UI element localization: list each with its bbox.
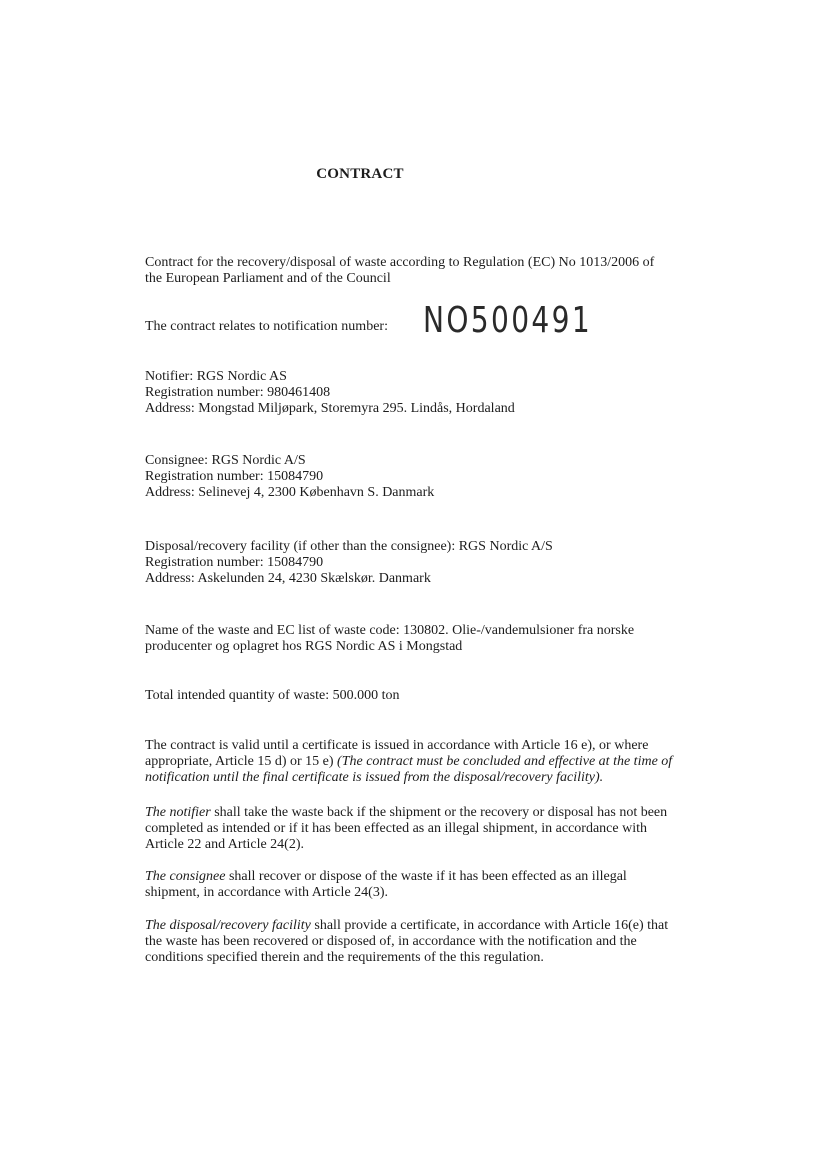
notifier-clause-line: completed as intended or if it has been effected as an illegal shipment, in accordance with: [145, 821, 647, 836]
consignee-name: Consignee: RGS Nordic A/S: [145, 453, 306, 468]
waste-description: producenter og oplagret hos RGS Nordic AS i Mongstad: [145, 639, 463, 654]
validity-italic-note: (The contract must be concluded and effective at the time of: [337, 754, 673, 769]
notification-label: The contract relates to notification number:: [145, 319, 388, 334]
facility-clause-lead: The disposal/recovery facility: [145, 918, 311, 933]
intro-line: the European Parliament and of the Council: [145, 271, 391, 286]
notifier-clause-line: [145, 805, 705, 821]
validity-line: The contract is valid until a certificate is issued in accordance with Article 16 e), or where: [145, 738, 649, 753]
consignee-section: [145, 453, 705, 501]
consignee-clause-line: [145, 869, 705, 885]
facility-section: [145, 539, 705, 587]
validity-paragraph: [145, 738, 705, 786]
notifier-section: [145, 369, 705, 417]
notifier-name: Notifier: RGS Nordic AS: [145, 369, 287, 384]
validity-text: appropriate, Article 15 d) or 15 e): [145, 754, 338, 769]
intro-paragraph: [145, 255, 705, 287]
consignee-clause-text: shall recover or dispose of the waste if it has been effected as an illegal: [225, 869, 627, 884]
notifier-clause-line: Article 22 and Article 24(2).: [145, 837, 305, 852]
facility-clause-line: conditions specified therein and the requirements of the this regulation.: [145, 950, 544, 965]
consignee-registration: Registration number: 15084790: [145, 469, 324, 484]
notifier-registration: Registration number: 980461408: [145, 385, 331, 400]
waste-quantity: Total intended quantity of waste: 500.000 ton: [145, 688, 400, 703]
validity-italic-note: notification until the final certificate is issued from the disposal/recovery facility).: [145, 770, 604, 785]
intro-line: Contract for the recovery/disposal of waste according to Regulation (EC) No 1013/2006 of: [145, 255, 655, 270]
facility-clause-line: [145, 918, 705, 934]
handwritten-notification-number: NO500491: [423, 300, 593, 341]
consignee-address: Address: Selinevej 4, 2300 København S. Danmark: [145, 485, 435, 500]
facility-clause-line: the waste has been recovered or disposed of, in accordance with the notification and the: [145, 934, 637, 949]
notifier-clause-lead: The notifier: [145, 805, 211, 820]
facility-name: Disposal/recovery facility (if other than the consignee): RGS Nordic A/S: [145, 539, 553, 554]
consignee-clause: [145, 869, 705, 901]
consignee-clause-line: shipment, in accordance with Article 24(3).: [145, 885, 388, 900]
validity-line: [145, 754, 705, 770]
facility-address: Address: Askelunden 24, 4230 Skælskør. Danmark: [145, 571, 431, 586]
page-title: CONTRACT: [316, 166, 404, 182]
notifier-clause: [145, 805, 705, 853]
notification-row: [145, 300, 645, 350]
waste-code: Name of the waste and EC list of waste code: 130802. Olie-/vandemulsioner fra norske: [145, 623, 635, 638]
quantity-section: [145, 688, 705, 704]
notifier-clause-text: shall take the waste back if the shipment or the recovery or disposal has not been: [210, 805, 668, 820]
facility-clause-text: shall provide a certificate, in accordance with Article 16(e) that: [310, 918, 669, 933]
consignee-clause-lead: The consignee: [145, 869, 226, 884]
facility-registration: Registration number: 15084790: [145, 555, 324, 570]
facility-clause: [145, 918, 705, 966]
waste-section: [145, 623, 705, 655]
notifier-address: Address: Mongstad Miljøpark, Storemyra 295. Lindås, Hordaland: [145, 401, 515, 416]
